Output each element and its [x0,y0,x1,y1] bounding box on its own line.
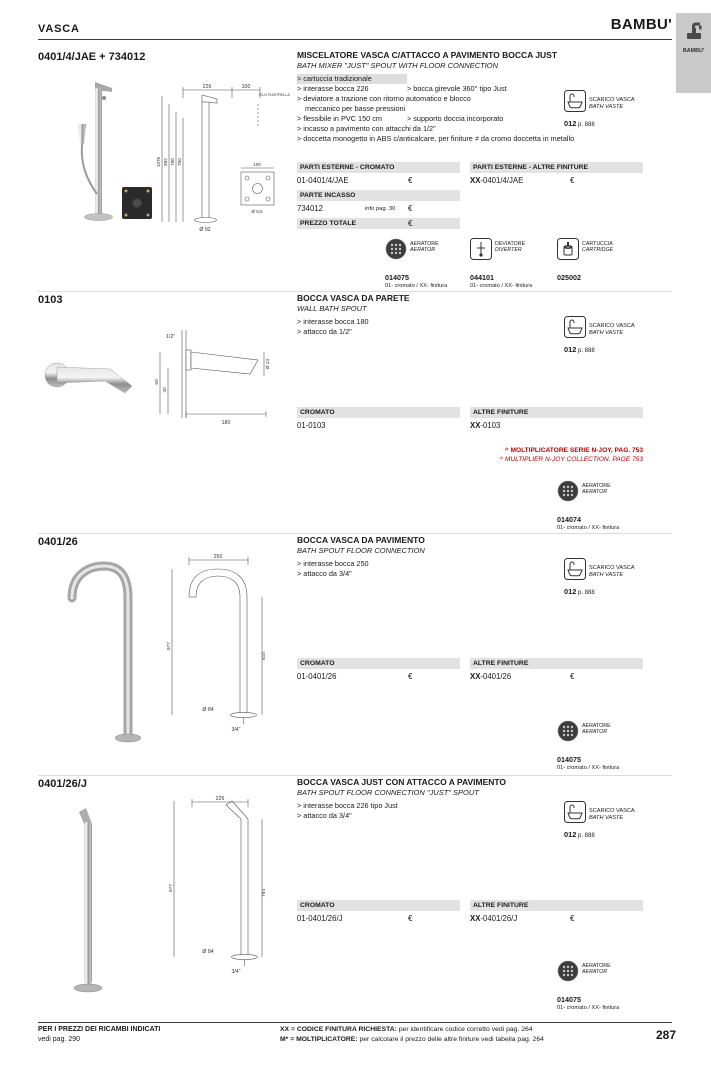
svg-text:794: 794 [262,888,267,898]
faucet-icon [683,28,705,45]
feature-line: > interasse bocca 226 tipo Just [297,801,398,810]
bath-waste-badge: SCARICO VASCA BATH VASTE [564,558,635,585]
spare-part: AERATORE AERATOR 014074 01- cromato / XX- finitura [557,480,619,531]
price-table-header: PARTI ESTERNE - ALTRE FINITURE [470,162,643,173]
svg-text:Ø 8,5: Ø 8,5 [251,209,263,214]
product-subtitle: BATH SPOUT FLOOR CONNECTION "JUST" SPOUT [297,788,479,797]
svg-text:40: 40 [163,387,168,393]
njoy-note-en: ^ MULTIPLIER N-JOY COLLECTION, PAGE 753 [499,456,643,463]
drain-label-en: BATH VASTE [589,103,624,110]
side-tab[interactable] [676,13,711,93]
njoy-note-it: ^ MOLTIPLICATORE SERIE N-JOY, PAG. 753 [504,447,643,454]
technical-drawing [162,551,278,738]
price-table-header: CROMATO [297,900,460,911]
feature-list [297,317,547,337]
svg-text:760: 760 [170,158,175,166]
price-table-header: CROMATO [297,407,460,418]
section-divider [38,291,672,292]
product-code: 0401/26/J [38,778,87,790]
footer-spareparts-page: vedi pag. 290 [38,1036,81,1043]
aerator-icon [385,238,407,265]
info-note: info pag. 30 [365,206,396,212]
svg-text:100: 100 [253,162,261,167]
section-divider [38,533,672,534]
section-divider [38,775,672,776]
footer-xx-note: XX = CODICE FINITURA RICHIESTA: per identificare codice corretto vedi pag. 264 [280,1026,533,1033]
price-table-header: ALTRE FINITURE [470,900,643,911]
svg-text:180: 180 [221,420,231,426]
technical-drawing [146,322,288,433]
spare-part: AERATORE AERATOR 014075 01- cromato / XX- finitura [557,720,619,771]
product-code: 0103 [38,294,63,306]
brand-title: BAMBU' [610,16,672,33]
bath-waste-badge: SCARICO VASCA BATH VASTE [564,316,635,343]
currency: € [570,176,575,185]
price-table-header: CROMATO [297,658,460,669]
svg-text:226: 226 [215,796,225,802]
svg-text:892: 892 [163,158,168,166]
part-finish: 01- cromato / XX- finitura [557,765,620,771]
drain-code: 012 p. 888 [564,587,595,596]
product-photo [46,798,134,1011]
feature-line: > doccetta monogetto in ABS c/anticalcare, per finiture ≠ da cromo doccetta in metallo [297,134,575,143]
svg-text:Ø 84: Ø 84 [202,707,214,713]
product-title: BOCCA VASCA DA PAVIMENTO [297,535,425,545]
product-code: 0401/4/JAE + 734012 [38,51,146,63]
price-code: 01-0401/26/J [297,914,343,923]
bath-waste-icon [564,90,586,117]
spare-part [470,238,532,289]
bath-waste-icon [564,316,586,343]
footer-rule [38,1022,672,1023]
part-finish: 01- cromato / XX- finitura [385,283,448,289]
price-code: 734012 [297,204,324,213]
part-finish: 01- cromato / XX- finitura [470,283,533,289]
currency: € [408,914,413,923]
svg-text:Ø 24: Ø 24 [266,358,271,370]
price-code: XX-0401/26 [470,672,512,681]
spare-part [557,238,613,283]
product-subtitle: BATH SPOUT FLOOR CONNECTION [297,546,425,555]
price-code: XX-0401/4/JAE [470,176,524,185]
feature-line: > interasse bocca 180 [297,317,369,326]
svg-text:60: 60 [155,379,160,385]
bath-waste-icon [564,801,586,828]
drain-label-it: SCARICO VASCA [589,97,635,104]
part-finish: 01- cromato / XX- finitura [557,1005,620,1011]
part-name: DEVIATORE [495,241,526,247]
svg-text:977: 977 [169,883,174,893]
page-number: 287 [655,1028,676,1042]
part-code: 025002 [557,273,581,282]
price-code: XX-0103 [470,421,501,430]
drain-code: 012 p. 888 [564,830,595,839]
svg-text:1/2": 1/2" [166,334,176,340]
part-name-en: AERATOR [410,247,436,253]
price-table-header: PARTI ESTERNE - CROMATO [297,162,460,173]
product-title: BOCCA VASCA JUST CON ATTACCO A PAVIMENTO [297,777,507,787]
feature-line: meccanico per basse pressioni [305,104,406,113]
spare-part: AERATORE AERATOR 014075 01- cromato / XX- finitura [557,960,619,1011]
svg-text:977: 977 [167,641,172,651]
technical-drawing [155,82,290,239]
svg-text:100: 100 [241,84,251,90]
cartridge-icon [557,238,579,265]
part-code: 014075 [557,755,581,764]
currency: € [408,204,413,213]
svg-text:1076: 1076 [156,156,161,168]
footer-spareparts-note: PER I PREZZI DEI RICAMBI INDICATI [38,1026,161,1033]
price-code: 01-0103 [297,421,326,430]
feature-line: > interasse bocca 250 [297,559,369,568]
product-title: BOCCA VASCA DA PARETE [297,293,410,303]
price-code: 01-0401/26 [297,672,337,681]
part-name-en: CARTRIDGE [582,247,614,253]
feature-line: > attacco da 3/4" [297,811,352,820]
part-code: 014075 [557,995,581,1004]
part-code: 014074 [557,515,581,524]
currency: € [408,219,413,228]
product-title: MISCELATORE VASCA C/ATTACCO A PAVIMENTO BOCCA JUST [297,50,558,60]
aerator-icon [557,960,579,987]
product-code: 0401/26 [38,536,78,548]
drain-code: 012 p. 888 [564,119,595,128]
svg-text:250: 250 [213,554,223,560]
feature-line: > incasso a pavimento con attacchi da 1/2" [297,124,436,133]
drain-code: 012 p. 888 [564,345,595,354]
header-rule [38,39,672,40]
part-code: 044101 [470,273,494,282]
feature-line: > cartuccia tradizionale [297,74,647,84]
svg-text:226: 226 [202,84,212,90]
part-code: 014075 [385,273,409,282]
header-category: VASCA [38,23,80,35]
diverter-icon [470,238,492,265]
currency: € [408,672,413,681]
footer-m-note: M* = MOLTIPLICATORE: per calcolare il prezzo delle altre finiture vedi tabella pag. 264 [280,1036,544,1043]
product-photo [40,72,158,249]
feature-line: > flessibile in PVC 150 cm > supporto doccia incorporato [297,114,504,123]
feature-list [297,801,547,821]
currency: € [570,672,575,681]
product-photo [42,340,137,423]
aerator-icon [557,720,579,747]
price-table-header: ALTRE FINITURE [470,658,643,669]
price-code: XX-0401/26/J [470,914,518,923]
feature-line: > deviatore a trazione con ritorno automatico e blocco [297,94,471,103]
feature-line: > interasse bocca 226 > bocca girevole 360° tipo Just [297,84,507,93]
feature-line: > attacco da 1/2" [297,327,352,336]
svg-text:810: 810 [262,651,267,661]
product-subtitle: WALL BATH SPOUT [297,304,367,313]
part-name: AERATORE [410,241,439,247]
product-photo [52,556,144,761]
side-tab-label: BAMBU' [682,48,705,54]
price-table-header: PREZZO TOTALE [297,218,460,229]
price-table-header: PARTE INCASSO [297,190,460,201]
aerator-icon [557,480,579,507]
bath-waste-icon [564,558,586,585]
svg-text:Ø 84: Ø 84 [202,949,214,955]
price-table-header: ALTRE FINITURE [470,407,643,418]
part-name-en: DIVERTER [495,247,522,253]
price-code: 01-0401/4/JAE [297,176,349,185]
part-finish: 01- cromato / XX- finitura [557,525,620,531]
bath-waste-badge: SCARICO VASCA BATH VASTE [564,801,635,828]
svg-text:Ø 92: Ø 92 [199,227,211,233]
technical-drawing [162,793,278,980]
bath-waste-badge [564,90,635,117]
feature-list [297,559,547,579]
svg-text:750: 750 [177,158,182,166]
currency: € [408,176,413,185]
product-subtitle: BATH MIXER "JUST" SPOUT WITH FLOOR CONNECTION [297,61,499,70]
svg-text:3/4": 3/4" [231,727,241,733]
svg-text:3/4": 3/4" [231,969,241,975]
feature-line: > attacco da 3/4" [297,569,352,578]
spare-part [385,238,447,289]
currency: € [570,914,575,923]
svg-text:FILO PIASTRELLA: FILO PIASTRELLA [259,93,290,97]
part-name: CARTUCCIA [582,241,613,247]
